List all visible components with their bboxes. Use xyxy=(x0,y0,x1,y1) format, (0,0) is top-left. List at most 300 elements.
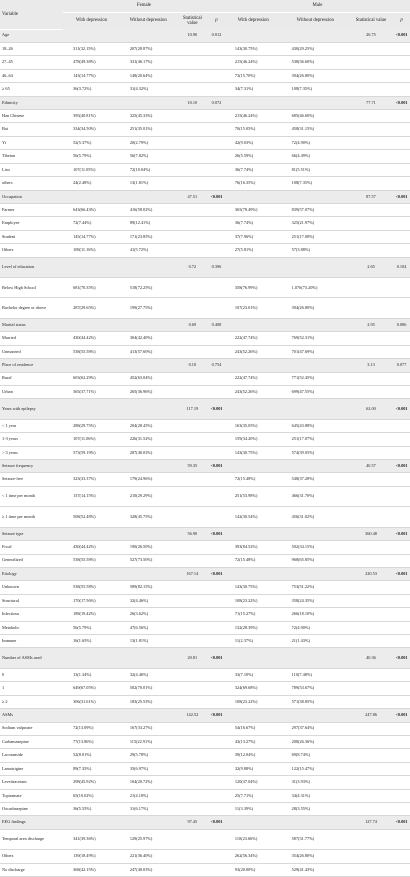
male-statistical-value-cell xyxy=(349,230,393,243)
variable-cell: Lamotrigine xyxy=(0,762,63,775)
male-p-value-cell: <0.001 xyxy=(393,190,410,203)
male-statistical-value-cell xyxy=(349,110,393,123)
female-with-depression-cell: 107(11.05%) xyxy=(63,163,120,176)
male-statistical-value-cell xyxy=(349,635,393,648)
female-p-value-cell: 0.396 xyxy=(208,257,225,277)
male-without-depression-cell: 502(34.15%) xyxy=(282,541,349,554)
male-with-depression-cell: 365(78.49%) xyxy=(225,203,282,216)
male-statistical-value-cell: 40.36 xyxy=(349,648,393,668)
male-p-value-cell: <0.001 xyxy=(393,29,410,42)
table-row xyxy=(0,541,410,554)
variable-cell: Unknown xyxy=(0,581,63,594)
male-without-depression-cell xyxy=(282,460,349,473)
female-p-value-cell: <0.001 xyxy=(208,527,225,540)
female-statistical-value-cell xyxy=(177,83,209,96)
female-without-depression-cell xyxy=(120,648,177,668)
female-with-depression-cell: 323(33.37%) xyxy=(63,473,120,486)
male-statistical-value-cell xyxy=(349,473,393,486)
female-without-depression-cell: 29(5.78%) xyxy=(120,749,177,762)
female-with-depression-cell: 36(5.55%) xyxy=(63,803,120,816)
male-statistical-value-cell xyxy=(349,150,393,163)
variable-cell: Infectious xyxy=(0,608,63,621)
female-with-depression-cell: 508(52.48%) xyxy=(63,507,120,527)
variable-row xyxy=(0,648,410,668)
variable-row xyxy=(0,257,410,277)
male-with-depression-cell xyxy=(225,190,282,203)
variable-cell: Seizure frequency xyxy=(0,460,63,473)
male-without-depression-cell: 685(46.60%) xyxy=(282,110,349,123)
female-statistical-value-cell xyxy=(177,56,209,69)
female-with-depression-header: With depression xyxy=(63,13,120,30)
male-statistical-value-cell xyxy=(349,433,393,446)
male-statistical-value-cell xyxy=(349,608,393,621)
female-p-value-cell xyxy=(208,123,225,136)
female-without-depression-cell: 207(28.87%) xyxy=(120,42,177,55)
male-with-depression-cell: 159(34.20%) xyxy=(225,433,282,446)
variable-cell: > 3 years xyxy=(0,446,63,459)
male-with-depression-header: With depression xyxy=(225,13,282,30)
male-with-depression-cell: 132(28.39%) xyxy=(225,621,282,634)
female-with-depression-cell: 430(44.42%) xyxy=(63,332,120,345)
male-p-value-cell xyxy=(393,863,410,876)
variable-cell: Years with epilepsy xyxy=(0,399,63,419)
table-row xyxy=(0,177,410,190)
variable-cell: Seizure-free xyxy=(0,473,63,486)
male-statistical-value-cell xyxy=(349,850,393,863)
male-statistical-value-cell: 3.13 xyxy=(349,359,393,372)
female-without-depression-cell xyxy=(120,359,177,372)
male-without-depression-cell: 66(4.49%) xyxy=(282,150,349,163)
table-row xyxy=(0,581,410,594)
female-p-value-cell xyxy=(208,581,225,594)
table-row xyxy=(0,217,410,230)
variable-cell: Structural xyxy=(0,594,63,607)
female-with-depression-cell xyxy=(63,648,120,668)
variable-row xyxy=(0,816,410,829)
male-without-depression-cell: 645(43.88%) xyxy=(282,419,349,432)
female-with-depression-cell: 287(29.65%) xyxy=(63,298,120,318)
female-without-depression-cell: 325(45.33%) xyxy=(120,110,177,123)
male-p-value-cell xyxy=(393,594,410,607)
female-without-depression-cell: 221(36.40%) xyxy=(120,850,177,863)
female-p-value-cell: <0.001 xyxy=(208,190,225,203)
table-row xyxy=(0,803,410,816)
female-statistical-value-cell xyxy=(177,762,209,775)
male-without-depression-cell: 110(7.48%) xyxy=(282,668,349,681)
male-without-depression-cell: 266(18.10%) xyxy=(282,608,349,621)
male-statistical-value-cell xyxy=(349,298,393,318)
male-without-depression-cell: 108(7.35%) xyxy=(282,177,349,190)
male-with-depression-cell xyxy=(225,399,282,419)
table-body xyxy=(0,29,410,877)
female-without-depression-cell: 247(40.03%) xyxy=(120,863,177,876)
male-p-value-cell xyxy=(393,635,410,648)
table-row xyxy=(0,446,410,459)
male-p-value-cell xyxy=(393,789,410,802)
male-statistical-value-cell xyxy=(349,244,393,257)
male-with-depression-cell xyxy=(225,567,282,580)
male-without-depression-cell: 81(5.51%) xyxy=(282,163,349,176)
female-without-depression-cell: 452(63.04%) xyxy=(120,372,177,385)
male-with-depression-cell: 70(15.05%) xyxy=(225,123,282,136)
male-statistical-value-cell xyxy=(349,722,393,735)
male-statistical-value-cell xyxy=(349,203,393,216)
variable-cell: Lacosamide xyxy=(0,749,63,762)
male-with-depression-cell xyxy=(225,29,282,42)
female-statistical-value-cell: 97.45 xyxy=(177,816,209,829)
male-with-depression-cell: 34(7.31%) xyxy=(225,83,282,96)
male-p-value-cell xyxy=(393,722,410,735)
variable-cell: Student xyxy=(0,230,63,243)
male-without-depression-cell: 529(41.43%) xyxy=(282,863,349,876)
table-row xyxy=(0,507,410,527)
male-with-depression-cell: 43(13.27%) xyxy=(225,735,282,748)
female-statistical-value-cell xyxy=(177,177,209,190)
male-statistical-value-cell xyxy=(349,69,393,82)
female-statistical-value-cell: 142.52 xyxy=(177,709,209,722)
female-p-value-cell xyxy=(208,446,225,459)
female-p-value-cell xyxy=(208,541,225,554)
female-statistical-value-cell xyxy=(177,608,209,621)
male-without-depression-cell: 122(15.47%) xyxy=(282,762,349,775)
female-statistical-value-cell: 167.14 xyxy=(177,567,209,580)
female-without-depression-cell: 32(4.46%) xyxy=(120,594,177,607)
variable-cell: Married xyxy=(0,332,63,345)
table-row xyxy=(0,668,410,681)
table-row xyxy=(0,83,410,96)
male-with-depression-cell: 243(52.26%) xyxy=(225,385,282,398)
female-with-depression-cell: 72(7.44%) xyxy=(63,217,120,230)
table-row xyxy=(0,123,410,136)
female-p-value-cell xyxy=(208,42,225,55)
female-p-value-cell xyxy=(208,385,225,398)
male-with-depression-cell xyxy=(225,318,282,331)
female-p-value-cell xyxy=(208,298,225,318)
male-without-depression-cell: 34(4.31%) xyxy=(282,789,349,802)
variable-cell: ≥ 1 time per month xyxy=(0,507,63,527)
female-p-value-cell: 0.012 xyxy=(208,29,225,42)
female-statistical-value-cell xyxy=(177,217,209,230)
variable-cell: 18–26 xyxy=(0,42,63,55)
male-statistical-value-cell: 360.48 xyxy=(349,527,393,540)
male-p-value-cell xyxy=(393,695,410,708)
female-without-depression-cell xyxy=(120,257,177,277)
male-without-depression-cell: 72(4.90%) xyxy=(282,136,349,149)
table-row xyxy=(0,433,410,446)
female-statistical-value-cell: 59.35 xyxy=(177,460,209,473)
male-p-value-cell xyxy=(393,581,410,594)
female-p-value-cell xyxy=(208,803,225,816)
male-with-depression-cell: 108(23.22%) xyxy=(225,594,282,607)
male-p-value-cell xyxy=(393,123,410,136)
male-statistical-value-cell xyxy=(349,594,393,607)
female-with-depression-cell xyxy=(63,709,120,722)
male-statistical-value-cell xyxy=(349,446,393,459)
variable-cell: 1-3 years xyxy=(0,433,63,446)
male-with-depression-cell: 25(7.71%) xyxy=(225,789,282,802)
male-statistical-value-cell: 247.86 xyxy=(349,709,393,722)
female-statistical-value-cell xyxy=(177,581,209,594)
female-without-depression-cell xyxy=(120,527,177,540)
male-with-depression-cell: 107(23.01%) xyxy=(225,298,282,318)
male-statistical-value-cell xyxy=(349,776,393,789)
female-statistical-value-cell xyxy=(177,850,209,863)
female-statistical-value-cell xyxy=(177,136,209,149)
male-without-depression-cell xyxy=(282,816,349,829)
male-with-depression-cell xyxy=(225,816,282,829)
male-without-depression-cell xyxy=(282,399,349,419)
male-with-depression-cell xyxy=(225,709,282,722)
male-without-depression-cell: 430(29.25%) xyxy=(282,42,349,55)
male-without-depression-cell: 753(51.22%) xyxy=(282,581,349,594)
female-with-depression-cell: 107(11.06%) xyxy=(63,433,120,446)
male-statistical-value-cell xyxy=(349,507,393,527)
female-statistical-value-cell xyxy=(177,668,209,681)
female-without-depression-cell: 32(4.46%) xyxy=(120,668,177,681)
male-with-depression-cell: 71(15.27%) xyxy=(225,608,282,621)
table-row xyxy=(0,762,410,775)
female-statistical-value-cell xyxy=(177,594,209,607)
male-p-value-cell xyxy=(393,110,410,123)
female-statistical-value-cell xyxy=(177,332,209,345)
female-statistical-value-cell xyxy=(177,298,209,318)
male-with-depression-cell: 11(3.39%) xyxy=(225,803,282,816)
female-statistical-value-cell xyxy=(177,278,209,298)
table-row xyxy=(0,776,410,789)
table-row xyxy=(0,486,410,506)
male-p-value-cell xyxy=(393,541,410,554)
table-row xyxy=(0,298,410,318)
male-p-value-cell xyxy=(393,507,410,527)
male-p-value-cell xyxy=(393,298,410,318)
male-without-depression-cell: 769(52.31%) xyxy=(282,332,349,345)
male-without-depression-cell: 325(21.97%) xyxy=(282,217,349,230)
female-without-depression-cell xyxy=(120,318,177,331)
variable-cell: Seizure type xyxy=(0,527,63,540)
female-without-depression-cell: 89(12.41%) xyxy=(120,217,177,230)
table-row xyxy=(0,56,410,69)
male-p-value-cell xyxy=(393,278,410,298)
male-statistical-value-cell xyxy=(349,803,393,816)
table-row xyxy=(0,385,410,398)
female-statistical-value-cell xyxy=(177,150,209,163)
table-row xyxy=(0,150,410,163)
variable-cell: Place of residence xyxy=(0,359,63,372)
female-p-header: p xyxy=(208,13,225,30)
variable-cell: Level of education xyxy=(0,257,63,277)
male-without-depression-cell xyxy=(282,190,349,203)
female-p-value-cell xyxy=(208,695,225,708)
female-with-depression-cell: 306(31.61%) xyxy=(63,695,120,708)
male-without-depression-cell: 251(17.07%) xyxy=(282,433,349,446)
male-without-depression-cell xyxy=(282,648,349,668)
female-p-value-cell xyxy=(208,749,225,762)
male-p-value-cell xyxy=(393,217,410,230)
male-statistical-value-cell xyxy=(349,682,393,695)
male-p-value-cell xyxy=(393,803,410,816)
male-statistical-value-cell xyxy=(349,177,393,190)
male-with-depression-cell xyxy=(225,96,282,109)
female-p-value-cell: 0.754 xyxy=(208,359,225,372)
female-without-depression-cell: 21(4.18%) xyxy=(120,789,177,802)
male-statistical-value-cell xyxy=(349,385,393,398)
male-without-depression-cell xyxy=(282,29,349,42)
male-p-value-cell xyxy=(393,621,410,634)
male-with-depression-cell: 73(15.70%) xyxy=(225,69,282,82)
female-with-depression-cell: 395(40.81%) xyxy=(63,110,120,123)
female-with-depression-cell: 16(1.65%) xyxy=(63,635,120,648)
male-with-depression-cell: 163(35.05%) xyxy=(225,419,282,432)
variable-cell: ≥ 65 xyxy=(0,83,63,96)
table-row xyxy=(0,735,410,748)
male-with-depression-cell xyxy=(225,460,282,473)
male-p-value-cell: 0.086 xyxy=(393,318,410,331)
male-statistical-value-cell xyxy=(349,217,393,230)
female-statistical-value-cell xyxy=(177,541,209,554)
variable-cell: 0 xyxy=(0,668,63,681)
female-with-depression-cell: 13(1.34%) xyxy=(63,668,120,681)
male-without-depression-cell xyxy=(282,96,349,109)
male-without-depression-cell: 31(3.93%) xyxy=(282,776,349,789)
male-with-depression-cell: 11(2.37%) xyxy=(225,635,282,648)
male-without-depression-cell xyxy=(282,257,349,277)
female-p-value-cell xyxy=(208,735,225,748)
male-without-depression-cell: 571(38.85%) xyxy=(282,695,349,708)
female-statistical-value-cell xyxy=(177,69,209,82)
table-row xyxy=(0,278,410,298)
female-without-depression-cell: 35(6.97%) xyxy=(120,762,177,775)
female-p-value-cell: 0.408 xyxy=(208,318,225,331)
female-p-value-cell xyxy=(208,433,225,446)
male-p-value-cell xyxy=(393,203,410,216)
male-with-depression-cell: 120(37.04%) xyxy=(225,776,282,789)
variable-cell: 27–45 xyxy=(0,56,63,69)
male-statistical-value-cell xyxy=(349,541,393,554)
variable-cell: 46–64 xyxy=(0,69,63,82)
female-with-depression-cell: 139(18.49%) xyxy=(63,850,120,863)
female-statistical-value-cell xyxy=(177,230,209,243)
table-row xyxy=(0,230,410,243)
female-p-value-cell: <0.001 xyxy=(208,816,225,829)
female-without-depression-cell: 148(20.64%) xyxy=(120,69,177,82)
female-statistical-value-cell xyxy=(177,110,209,123)
female-statistical-value-cell: 20.81 xyxy=(177,648,209,668)
female-statistical-value-cell xyxy=(177,345,209,358)
male-p-value-cell xyxy=(393,419,410,432)
male-statistical-value-cell xyxy=(349,419,393,432)
female-without-depression-cell: 199(27.75%) xyxy=(120,298,177,318)
female-with-depression-cell: 341(39.36%) xyxy=(63,829,120,849)
male-p-value-cell xyxy=(393,345,410,358)
male-statistical-value-cell xyxy=(349,668,393,681)
female-with-depression-cell: 573(59.19%) xyxy=(63,446,120,459)
male-p-value-cell xyxy=(393,682,410,695)
female-without-depression-cell: 502(70.01%) xyxy=(120,682,177,695)
variable-cell: Sodium valproate xyxy=(0,722,63,735)
female-p-value-cell xyxy=(208,507,225,527)
table-row xyxy=(0,554,410,567)
male-p-value-cell xyxy=(393,850,410,863)
male-statistical-value-cell xyxy=(349,123,393,136)
female-with-depression-cell: 170(17.56%) xyxy=(63,594,120,607)
male-statistical-value-cell xyxy=(349,621,393,634)
male-statistical-value-cell: 40.57 xyxy=(349,460,393,473)
female-with-depression-cell: 368(42.15%) xyxy=(63,863,120,876)
female-with-depression-cell xyxy=(63,527,120,540)
male-p-value-cell xyxy=(393,69,410,82)
female-without-depression-cell xyxy=(120,190,177,203)
male-with-depression-cell: 222(47.74%) xyxy=(225,332,282,345)
female-p-value-cell xyxy=(208,69,225,82)
female-with-depression-cell xyxy=(63,257,120,277)
male-without-depression-cell: 771(52.45%) xyxy=(282,372,349,385)
male-without-depression-cell: 208(26.36%) xyxy=(282,735,349,748)
variable-row xyxy=(0,567,410,580)
male-without-depression-cell: 72(4.90%) xyxy=(282,621,349,634)
male-with-depression-cell: 76(16.35%) xyxy=(225,177,282,190)
variable-cell: Oxcarbazepine xyxy=(0,803,63,816)
female-without-depression-cell: 304(42.40%) xyxy=(120,332,177,345)
table-row xyxy=(0,110,410,123)
female-statistical-value-cell xyxy=(177,446,209,459)
female-statistical-value-cell: 0.72 xyxy=(177,257,209,277)
variable-cell: Levetiracetam xyxy=(0,776,63,789)
variable-cell: Farmer xyxy=(0,203,63,216)
male-without-depression-cell: 538(36.60%) xyxy=(282,56,349,69)
male-p-value-cell xyxy=(393,749,410,762)
table-header xyxy=(0,0,410,29)
female-with-depression-cell: 143(14.77%) xyxy=(63,69,120,82)
female-with-depression-cell: 56(5.79%) xyxy=(63,621,120,634)
female-p-value-cell xyxy=(208,473,225,486)
female-without-depression-cell: 179(24.96%) xyxy=(120,473,177,486)
variable-cell: 1 xyxy=(0,682,63,695)
female-p-value-cell xyxy=(208,217,225,230)
male-without-depression-cell: 394(26.80%) xyxy=(282,69,349,82)
female-statistical-value-cell: 0.10 xyxy=(177,359,209,372)
female-p-value-cell xyxy=(208,230,225,243)
female-statistical-value-cell xyxy=(177,749,209,762)
male-without-depression-cell: 458(31.15%) xyxy=(282,123,349,136)
female-with-depression-cell xyxy=(63,96,120,109)
female-p-value-cell xyxy=(208,56,225,69)
female-p-value-cell: 0.072 xyxy=(208,96,225,109)
female-statistical-value-cell xyxy=(177,635,209,648)
table-row xyxy=(0,419,410,432)
female-statistical-value-cell xyxy=(177,203,209,216)
table-row xyxy=(0,621,410,634)
female-without-depression-cell xyxy=(120,709,177,722)
male-with-depression-cell xyxy=(225,359,282,372)
female-p-value-cell xyxy=(208,244,225,257)
variable-row xyxy=(0,527,410,540)
female-with-depression-cell: 478(49.38%) xyxy=(63,56,120,69)
variable-cell: Metabolic xyxy=(0,621,63,634)
table-row xyxy=(0,372,410,385)
male-p-value-cell: <0.001 xyxy=(393,648,410,668)
female-p-value-cell: <0.001 xyxy=(208,399,225,419)
variable-cell: Urban xyxy=(0,385,63,398)
female-with-depression-cell: 24(2.48%) xyxy=(63,177,120,190)
female-p-value-cell xyxy=(208,554,225,567)
female-p-value-cell xyxy=(208,372,225,385)
female-without-depression-cell xyxy=(120,567,177,580)
male-p-value-cell xyxy=(393,42,410,55)
female-p-value-cell xyxy=(208,486,225,506)
male-with-depression-cell: 324(69.68%) xyxy=(225,682,282,695)
male-p-value-cell xyxy=(393,473,410,486)
female-without-depression-cell: 226(31.52%) xyxy=(120,433,177,446)
